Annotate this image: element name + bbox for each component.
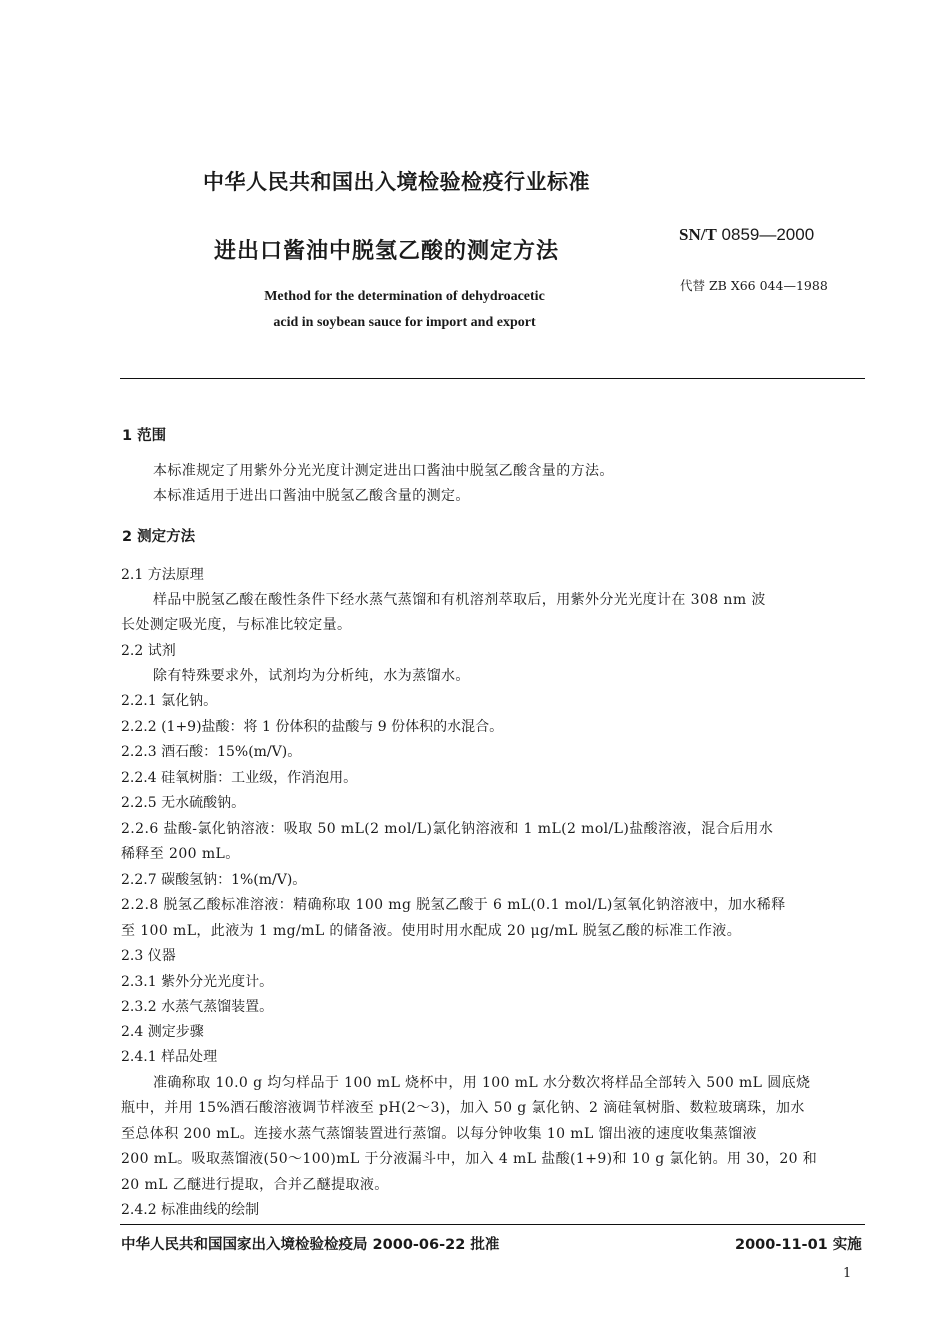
paragraph: 本标准规定了用紫外分光光度计测定进出口酱油中脱氢乙酸含量的方法。 — [153, 463, 614, 479]
document-title-english-line1: Method for the determination of dehydroacetic — [264, 289, 545, 304]
section-1-title: 1 范围 — [122, 428, 167, 444]
replaces-standard: 代替 ZB X66 044—1988 — [680, 278, 828, 293]
standard-prefix: SN/T — [679, 225, 717, 244]
paragraph: 瓶中，并用 15%酒石酸溶液调节样液至 pH(2～3)，加入 50 g 氯化钠、2 滴硅氧树脂、数粒玻璃珠，加水 — [121, 1100, 805, 1116]
paragraph: 20 mL 乙醚进行提取，合并乙醚提取液。 — [121, 1177, 389, 1193]
clause-heading: 2.2 试剂 — [121, 643, 176, 659]
clause-item: 2.2.3 酒石酸：15%(m/V)。 — [121, 744, 302, 760]
paragraph: 至 100 mL，此液为 1 mg/mL 的储备液。使用时用水配成 20 μg/mL 脱氢乙酸的标准工作液。 — [121, 923, 742, 939]
clause-item: 2.3.1 紫外分光光度计。 — [121, 974, 274, 990]
standard-number — [679, 225, 814, 245]
issuing-authority-header: 中华人民共和国出入境检验检疫行业标准 — [203, 170, 590, 194]
header-divider — [120, 378, 865, 379]
page-number: 1 — [843, 1266, 852, 1281]
clause-item: 2.2.1 氯化钠。 — [121, 693, 218, 709]
clause-item: 2.2.2 (1+9)盐酸：将 1 份体积的盐酸与 9 份体积的水混合。 — [121, 719, 504, 735]
clause-heading: 2.3 仪器 — [121, 948, 176, 964]
clause-item: 2.2.8 脱氢乙酸标准溶液：精确称取 100 mg 脱氢乙酸于 6 mL(0.1 mol/L)氢氧化钠溶液中，加水稀释 — [121, 897, 786, 913]
paragraph: 稀释至 200 mL。 — [121, 846, 240, 862]
clause-heading: 2.4 测定步骤 — [121, 1024, 204, 1040]
clause-item: 2.2.4 硅氧树脂：工业级，作消泡用。 — [121, 770, 358, 786]
standard-code: 0859—2000 — [721, 225, 815, 244]
clause-item: 2.3.2 水蒸气蒸馏装置。 — [121, 999, 274, 1015]
document-title-english-line2: acid in soybean sauce for import and export — [273, 315, 536, 330]
clause-item: 2.2.6 盐酸-氯化钠溶液：吸取 50 mL(2 mol/L)氯化钠溶液和 1 mL(2 mol/L)盐酸溶液，混合后用水 — [121, 821, 774, 837]
paragraph: 除有特殊要求外，试剂均为分析纯，水为蒸馏水。 — [153, 668, 470, 684]
paragraph: 样品中脱氢乙酸在酸性条件下经水蒸气蒸馏和有机溶剂萃取后，用紫外分光光度计在 308 nm 波 — [153, 592, 766, 608]
document-title-chinese: 进出口酱油中脱氢乙酸的测定方法 — [214, 239, 560, 264]
paragraph: 至总体积 200 mL。连接水蒸气蒸馏装置进行蒸馏。以每分钟收集 10 mL 馏出液的速度收集蒸馏液 — [121, 1126, 757, 1142]
clause-item: 2.2.7 碳酸氢钠：1%(m/V)。 — [121, 872, 307, 888]
paragraph: 本标准适用于进出口酱油中脱氢乙酸含量的测定。 — [153, 488, 470, 504]
paragraph: 长处测定吸光度，与标准比较定量。 — [121, 617, 352, 633]
clause-heading: 2.4.2 标准曲线的绘制 — [121, 1202, 260, 1218]
section-2-title: 2 测定方法 — [122, 529, 196, 545]
approval-statement: 中华人民共和国国家出入境检验检疫局 2000-06-22 批准 — [121, 1237, 500, 1253]
paragraph: 200 mL。吸取蒸馏液(50～100)mL 于分液漏斗中，加入 4 mL 盐酸(1+9)和 10 g 氯化钠。用 30，20 和 — [121, 1151, 818, 1167]
effective-date: 2000-11-01 实施 — [735, 1237, 862, 1253]
clause-heading: 2.1 方法原理 — [121, 567, 204, 583]
footer-divider — [120, 1224, 865, 1225]
clause-heading: 2.4.1 样品处理 — [121, 1049, 218, 1065]
paragraph: 准确称取 10.0 g 均匀样品于 100 mL 烧杯中，用 100 mL 水分数次将样品全部转入 500 mL 圆底烧 — [153, 1075, 811, 1091]
clause-item: 2.2.5 无水硫酸钠。 — [121, 795, 246, 811]
